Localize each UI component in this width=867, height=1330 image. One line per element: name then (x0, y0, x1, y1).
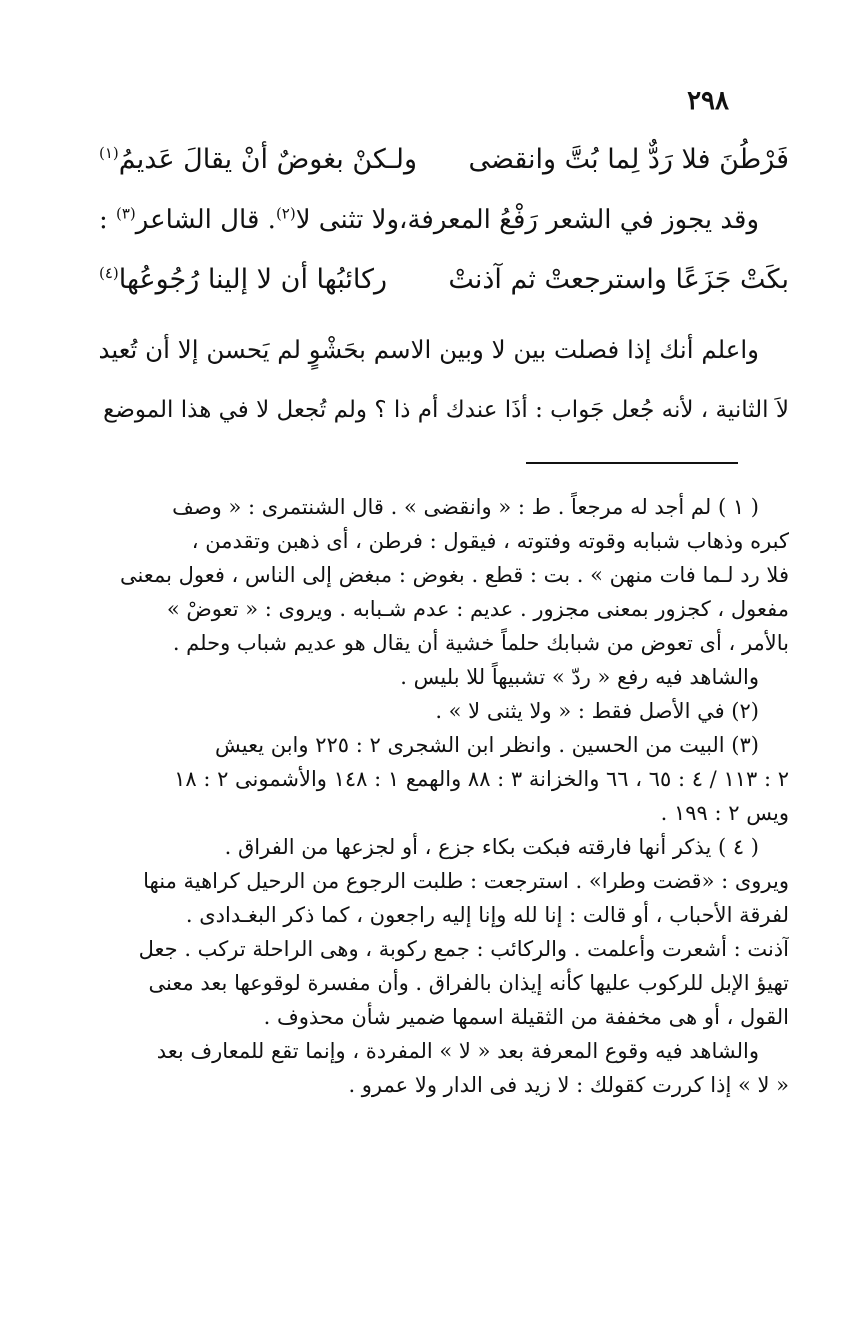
verse-second-text: ركائبُها أن لا إلينا رُجُوعُها (118, 264, 388, 295)
verse-first-hemistich: فَرْطُنَ فلا رَدٌّ لِما بُتَّ وانقضى (468, 144, 789, 175)
body-line: لاَ الثانية ، لأنه جُعل جَواب : أذَا عندك أم ذا ؟ ولم تُجعل لا في هذا الموضع (103, 397, 789, 423)
footnote-line: فلا رد لـما فات منهن » . بت : قطع . بغوض : مبغض إلى الناس ، فعول بمعنى (119, 563, 789, 587)
footnotes-block (89, 490, 789, 1102)
footnote-line: ( ٤ ) يذكر أنها فارقته فبكت بكاء جزع ، أو لجزعها من الفراق . (224, 835, 759, 859)
footnote-ref: (٢) (275, 204, 296, 223)
verse-second-text: ولـكنْ بغوضٌ أنْ يقالَ عَديمُ (118, 144, 417, 175)
footnote-line: لفرقة الأحباب ، أو قالت : إنا لله وإنا إليه راجعون ، كما ذكر البغـدادى . (185, 903, 789, 927)
footnote-line: مفعول ، كجزور بمعنى مجزور . عديم : عدم شـبابه . ويروى : « تعوضْ » (166, 597, 789, 621)
body-text: وقد يجوز في الشعر رَفْعُ المعرفة،ولا تثنى لا (295, 205, 759, 235)
footnote-line: والشاهد فيه رفع « ردّ » تشبيهاً للا بليس . (400, 665, 759, 689)
footnote-line: ويروى : «قضت وطرا» . استرجعت : طلبت الرجوع من الرحيل كراهية منها (143, 869, 789, 893)
verse-line (99, 250, 789, 310)
footnote-line: « لا » إذا كررت كقولك : لا زيد فى الدار ولا عمرو . (348, 1073, 789, 1097)
footnote-line: تهيؤ الإبل للركوب عليها كأنه إيذان بالفراق . وأن مفسرة لوقوعها بعد معنى (148, 971, 789, 995)
footnote-line: والشاهد فيه وقوع المعرفة بعد « لا » المفردة ، وإنما تقع للمعارف بعد (156, 1039, 759, 1063)
footnote-ref: (١) (99, 144, 119, 162)
footnote-line: (٢) في الأصل فقط : « ولا يثنى لا » . (435, 699, 759, 723)
verse-first-hemistich: بكَتْ جَزَعًا واسترجعتْ ثم آذنتْ (448, 264, 789, 295)
body-line (99, 190, 789, 250)
main-text (99, 130, 789, 440)
verse-second-hemistich (99, 130, 417, 190)
footnote-ref: (٣) (116, 204, 136, 223)
body-text: . قال الشاعر (135, 205, 276, 235)
body-text: : (98, 205, 116, 235)
verse-line (99, 130, 789, 190)
footnote-line: ٢ : ١١٣ / ٤ : ٦٥ ، ٦٦ والخزانة ٣ : ٨٨ والهمع ١ : ١٤٨ والأشمونى ٢ : ١٨ (174, 767, 789, 791)
verse-second-hemistich (99, 250, 387, 310)
footnote-line: ( ١ ) لم أجد له مرجعاً . ط : « وانقضى » . قال الشنتمرى : « وصف (172, 495, 759, 519)
footnote-line: آذنت : أشعرت وأعلمت . والركائب : جمع ركوبة ، وهى الراحلة تركب . جعل (138, 937, 789, 961)
footnote-line: بالأمر ، أى تعوض من شبابك حلماً خشية أن يقال هو عديم شباب وحلم . (172, 631, 789, 655)
body-line: واعلم أنك إذا فصلت بين لا وبين الاسم بحَشْوٍ لم يَحسن إلا أن تُعيد (98, 335, 759, 364)
footnote-line: (٣) البيت من الحسين . وانظر ابن الشجرى ٢ : ٢٢٥ وابن يعيش (214, 733, 759, 757)
footnote-divider (526, 462, 738, 464)
page-number: ٢٩٨ (687, 86, 729, 116)
footnote-line: ويس ٢ : ١٩٩ . (660, 801, 789, 825)
footnote-ref: (٤) (99, 264, 119, 282)
footnote-line: القول ، أو هى مخففة من الثقيلة اسمها ضمير شأن محذوف . (263, 1005, 789, 1029)
footnote-line: كبره وذهاب شبابه وقوته وفتوته ، فيقول : فرطن ، أى ذهبن وتقدمن ، (191, 529, 789, 553)
